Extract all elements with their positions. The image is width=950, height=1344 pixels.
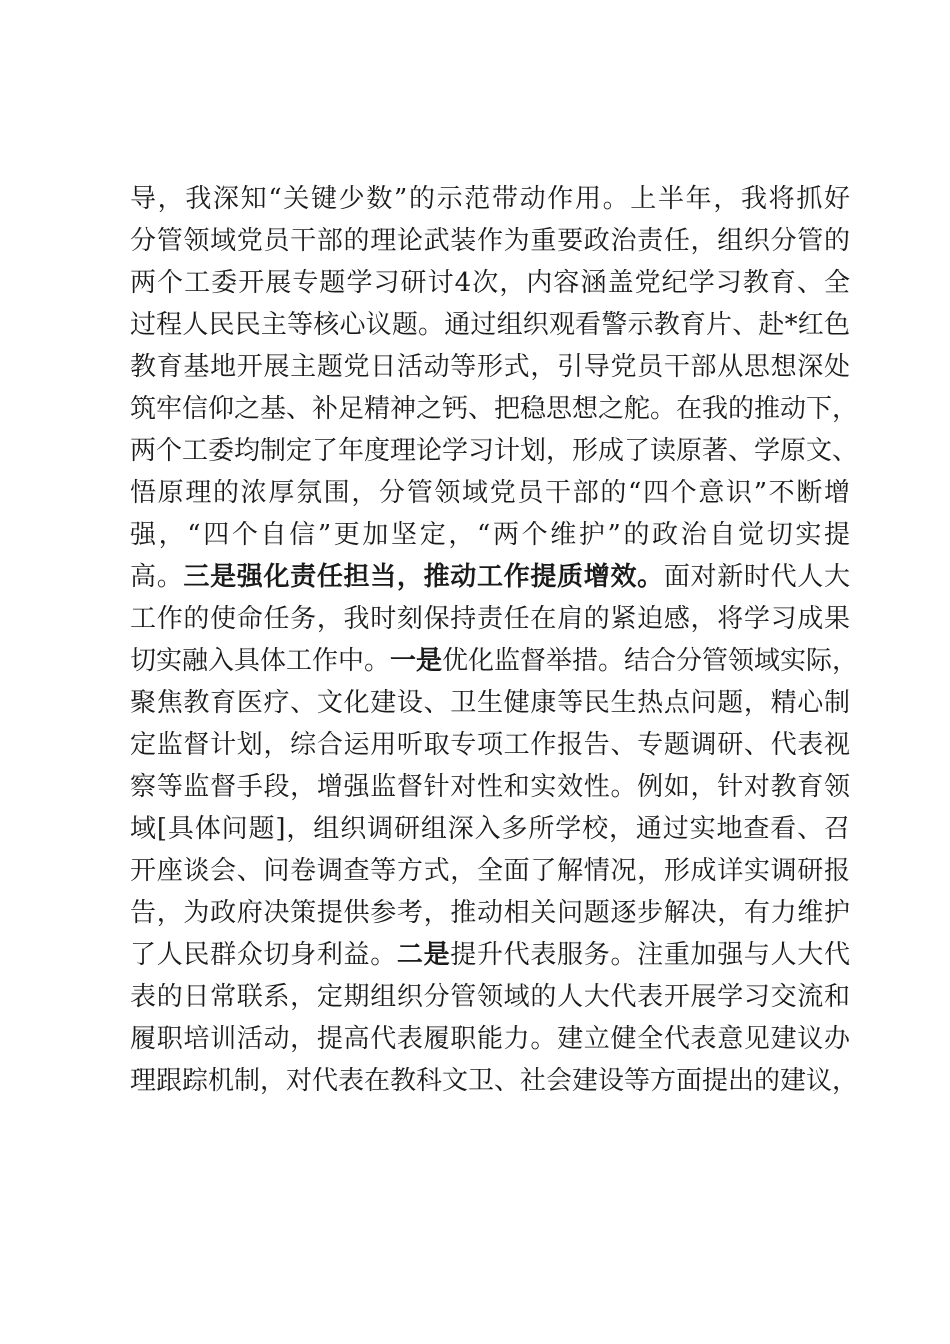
text-segment: 高。 xyxy=(130,562,184,592)
text-segment: 表的日常联系，定期组织分管领域的人大代表开展学习交流和 xyxy=(130,982,850,1012)
text-line xyxy=(130,598,850,640)
text-segment: 两个工委开展专题学习研讨4次，内容涵盖党纪学习教育、全 xyxy=(130,268,850,298)
text-line xyxy=(130,976,850,1018)
text-segment: 定监督计划，综合运用听取专项工作报告、专题调研、代表视 xyxy=(130,730,850,760)
text-segment: 教育基地开展主题党日活动等形式，引导党员干部从思想深处 xyxy=(130,352,850,382)
text-line xyxy=(130,766,850,808)
text-segment: 提升代表服务。注重加强与人大代 xyxy=(450,940,850,970)
text-segment: 域[具体问题]，组织调研组深入多所学校，通过实地查看、召 xyxy=(130,814,850,844)
text-line xyxy=(130,262,850,304)
text-segment: 切实融入具体工作中。 xyxy=(130,646,391,676)
text-segment: 强，“四个自信”更加坚定，“两个维护”的政治自觉切实提 xyxy=(130,520,850,550)
text-line xyxy=(130,346,850,388)
body-text xyxy=(130,178,859,1102)
text-line xyxy=(130,1018,850,1060)
text-segment: 两个工委均制定了年度理论学习计划，形成了读原著、学原文、 xyxy=(130,436,859,466)
text-segment: 过程人民民主等核心议题。通过组织观看警示教育片、赴*红色 xyxy=(130,310,850,340)
text-segment: 告，为政府决策提供参考，推动相关问题逐步解决，有力维护 xyxy=(130,898,850,928)
text-segment: 筑牢信仰之基、补足精神之钙、把稳思想之舵。在我的推动下， xyxy=(130,394,859,424)
text-segment: 工作的使命任务，我时刻保持责任在肩的紧迫感，将学习成果 xyxy=(130,604,850,634)
text-line xyxy=(130,892,850,934)
text-line xyxy=(130,1060,859,1102)
bold-heading-segment: 一是 xyxy=(390,646,443,676)
text-line xyxy=(130,850,850,892)
text-segment: 聚焦教育医疗、文化建设、卫生健康等民生热点问题，精心制 xyxy=(130,688,850,718)
text-line xyxy=(130,724,850,766)
text-line xyxy=(130,304,850,346)
text-line xyxy=(130,556,850,598)
text-segment: 履职培训活动，提高代表履职能力。建立健全代表意见建议办 xyxy=(130,1024,850,1054)
bold-heading-segment: 二是 xyxy=(396,940,451,970)
text-segment: 察等监督手段，增强监督针对性和实效性。例如，针对教育领 xyxy=(130,772,850,802)
text-line xyxy=(130,682,850,724)
text-segment: 理跟踪机制，对代表在教科文卫、社会建设等方面提出的建议， xyxy=(130,1066,859,1096)
text-segment: 分管领域党员干部的理论武装作为重要政治责任，组织分管的 xyxy=(130,226,850,256)
bold-heading-segment: 三是强化责任担当，推动工作提质增效。 xyxy=(183,562,664,592)
text-line xyxy=(130,934,850,976)
text-line xyxy=(130,430,859,472)
text-line xyxy=(130,514,850,556)
text-segment: 开座谈会、问卷调查等方式，全面了解情况，形成详实调研报 xyxy=(130,856,850,886)
text-line xyxy=(130,472,850,514)
text-segment: 导，我深知“关键少数”的示范带动作用。上半年，我将抓好 xyxy=(130,184,850,214)
text-line xyxy=(130,808,850,850)
text-line xyxy=(130,640,859,682)
text-segment: 面对新时代人大 xyxy=(663,562,850,592)
text-line xyxy=(130,388,859,430)
text-segment: 了人民群众切身利益。 xyxy=(130,940,397,970)
text-segment: 优化监督举措。结合分管领域实际， xyxy=(442,646,859,676)
text-segment: 悟原理的浓厚氛围，分管领域党员干部的“四个意识”不断增 xyxy=(130,478,850,508)
text-line xyxy=(130,178,850,220)
text-line xyxy=(130,220,850,262)
